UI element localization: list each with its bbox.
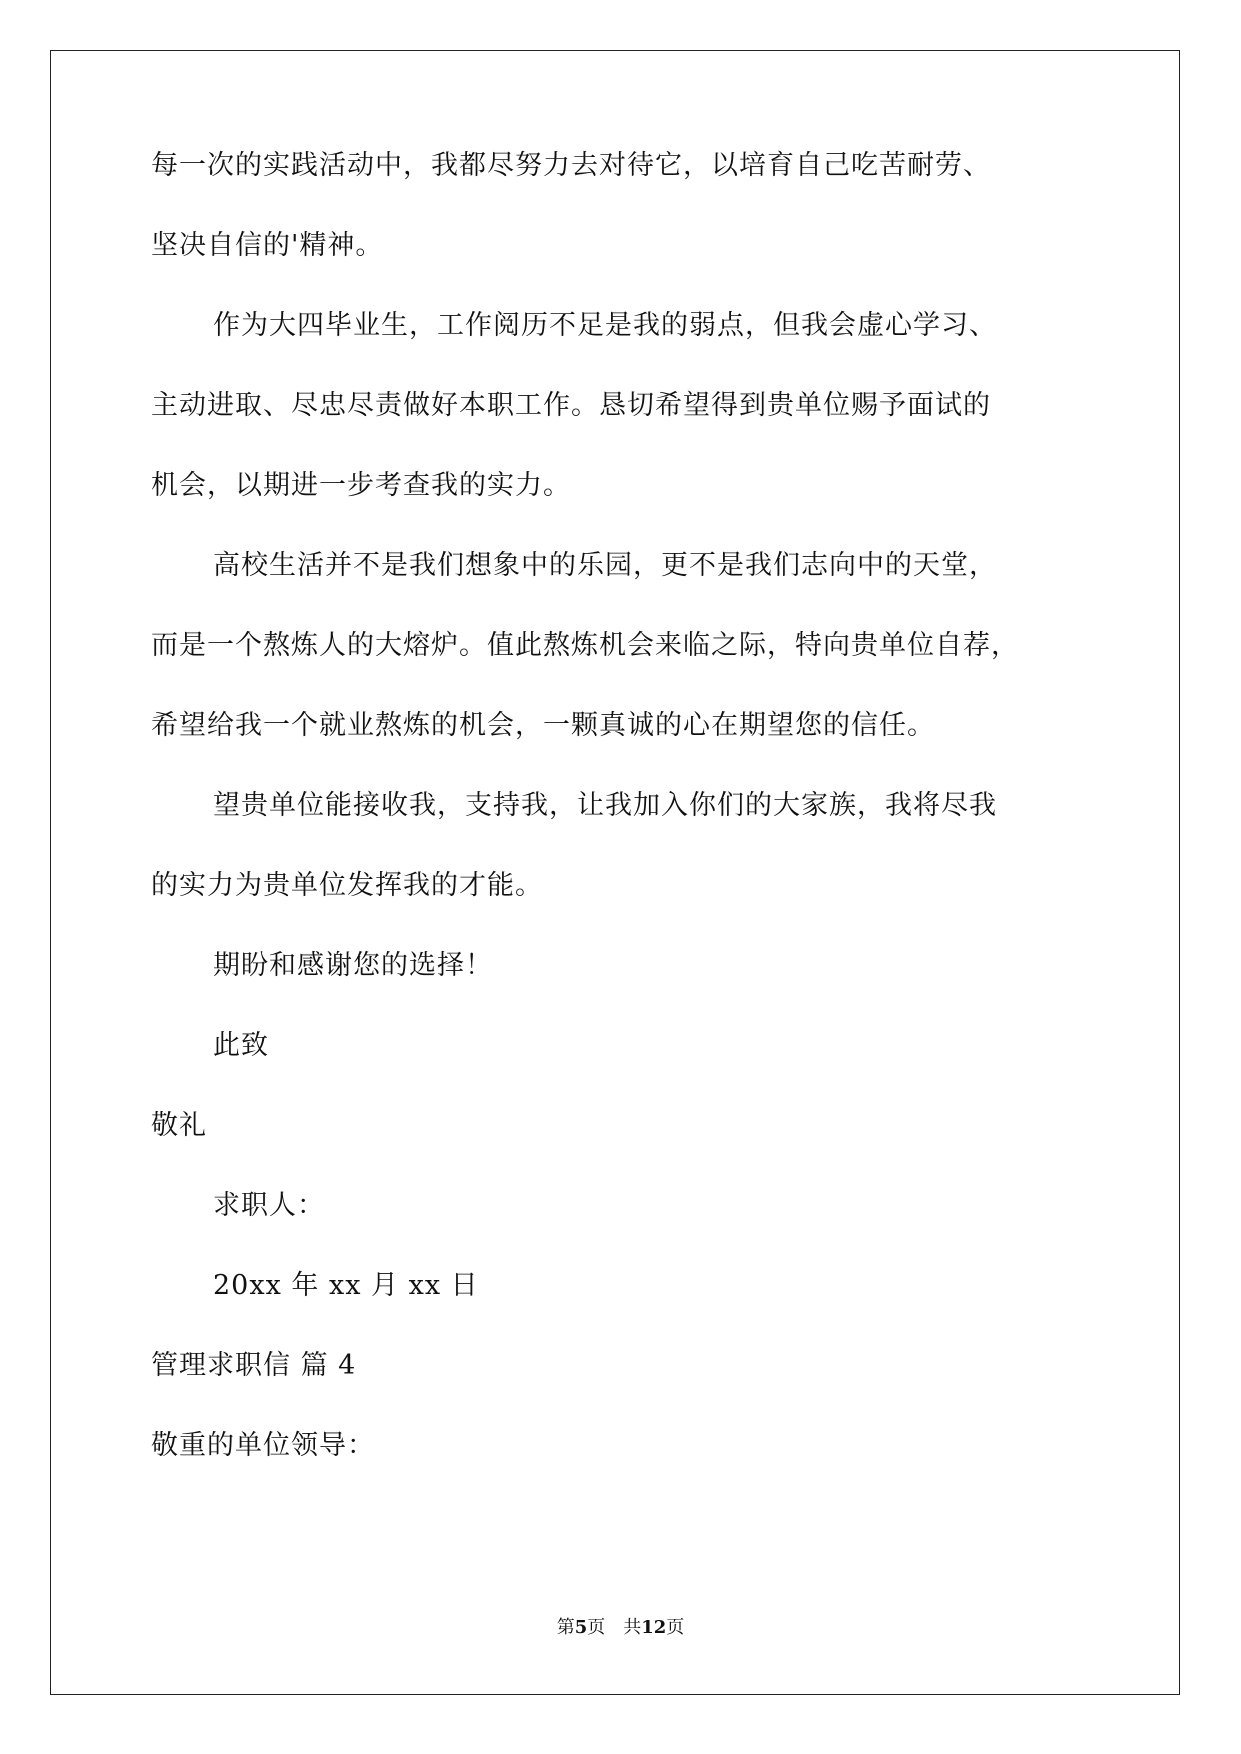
salutation-closing: 此致 bbox=[213, 1030, 269, 1061]
body-text-line: 坚决自信的'精神。 bbox=[151, 230, 384, 261]
section-heading: 管理求职信 篇 4 bbox=[151, 1350, 357, 1381]
applicant-label: 求职人： bbox=[213, 1190, 325, 1221]
page-footer bbox=[0, 1617, 1241, 1639]
body-text-line: 望贵单位能接收我，支持我，让我加入你们的大家族，我将尽我 bbox=[213, 790, 997, 821]
current-page-number: 5 bbox=[574, 1617, 588, 1638]
total-unit: 页 bbox=[666, 1617, 685, 1638]
body-text-line: 高校生活并不是我们想象中的乐园，更不是我们志向中的天堂， bbox=[213, 550, 997, 581]
total-page-number: 12 bbox=[641, 1617, 667, 1638]
body-text-line: 希望给我一个就业熬炼的机会，一颗真诚的心在期望您的信任。 bbox=[151, 710, 935, 741]
page-unit: 页 bbox=[587, 1617, 606, 1638]
body-text-line: 每一次的实践活动中，我都尽努力去对待它，以培育自己吃苦耐劳、 bbox=[151, 150, 991, 181]
salutation-respect: 敬礼 bbox=[151, 1110, 207, 1141]
total-prefix: 共 bbox=[623, 1617, 642, 1638]
body-text-line: 而是一个熬炼人的大熔炉。值此熬炼机会来临之际，特向贵单位自荐， bbox=[151, 630, 1019, 661]
body-text-line: 作为大四毕业生，工作阅历不足是我的弱点，但我会虚心学习、 bbox=[213, 310, 997, 341]
closing-line: 期盼和感谢您的选择！ bbox=[213, 950, 493, 981]
body-text-line: 的实力为贵单位发挥我的才能。 bbox=[151, 870, 543, 901]
body-text-line: 机会，以期进一步考查我的实力。 bbox=[151, 470, 571, 501]
date-line: 20xx 年 xx 月 xx 日 bbox=[213, 1270, 479, 1301]
body-text-line: 主动进取、尽忠尽责做好本职工作。恳切希望得到贵单位赐予面试的 bbox=[151, 390, 991, 421]
greeting-line: 敬重的单位领导： bbox=[151, 1430, 375, 1461]
page-prefix: 第 bbox=[556, 1617, 575, 1638]
